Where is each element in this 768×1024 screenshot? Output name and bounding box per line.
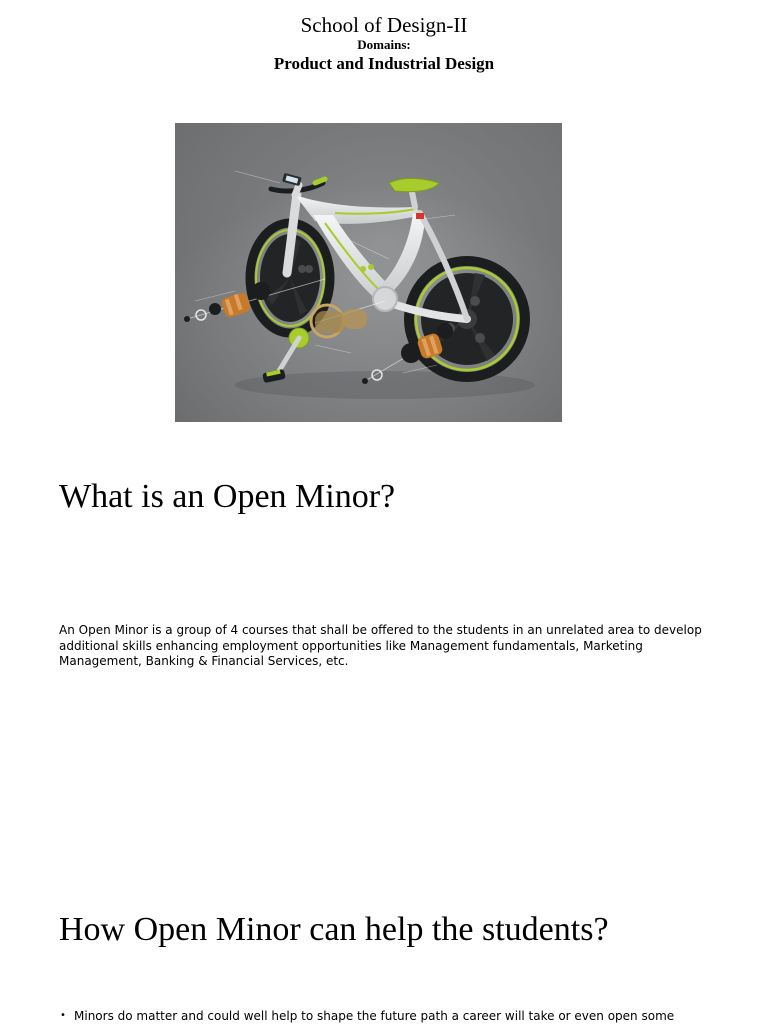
section-heading-how: How Open Minor can help the students? xyxy=(59,911,609,948)
list-item: • Minors do matter and could well help to shape the future path a career will take or even open some xyxy=(59,1008,739,1024)
page-header xyxy=(0,12,768,76)
open-minor-description: An Open Minor is a group of 4 courses that shall be offered to the students in an unrelated area to develop additional skills enhancing employment opportunities like Management fundamentals, Marketing Management, Banking & Financial Services, etc. xyxy=(59,623,702,668)
bicycle-illustration xyxy=(175,123,562,422)
how-bullet-list xyxy=(59,1008,739,1024)
bicycle-image xyxy=(175,123,562,422)
domains-value: Product and Industrial Design xyxy=(273,54,495,73)
page-title: School of Design-II xyxy=(300,13,468,37)
domains-label: Domains: xyxy=(357,37,411,52)
section-heading-what: What is an Open Minor? xyxy=(59,478,396,515)
